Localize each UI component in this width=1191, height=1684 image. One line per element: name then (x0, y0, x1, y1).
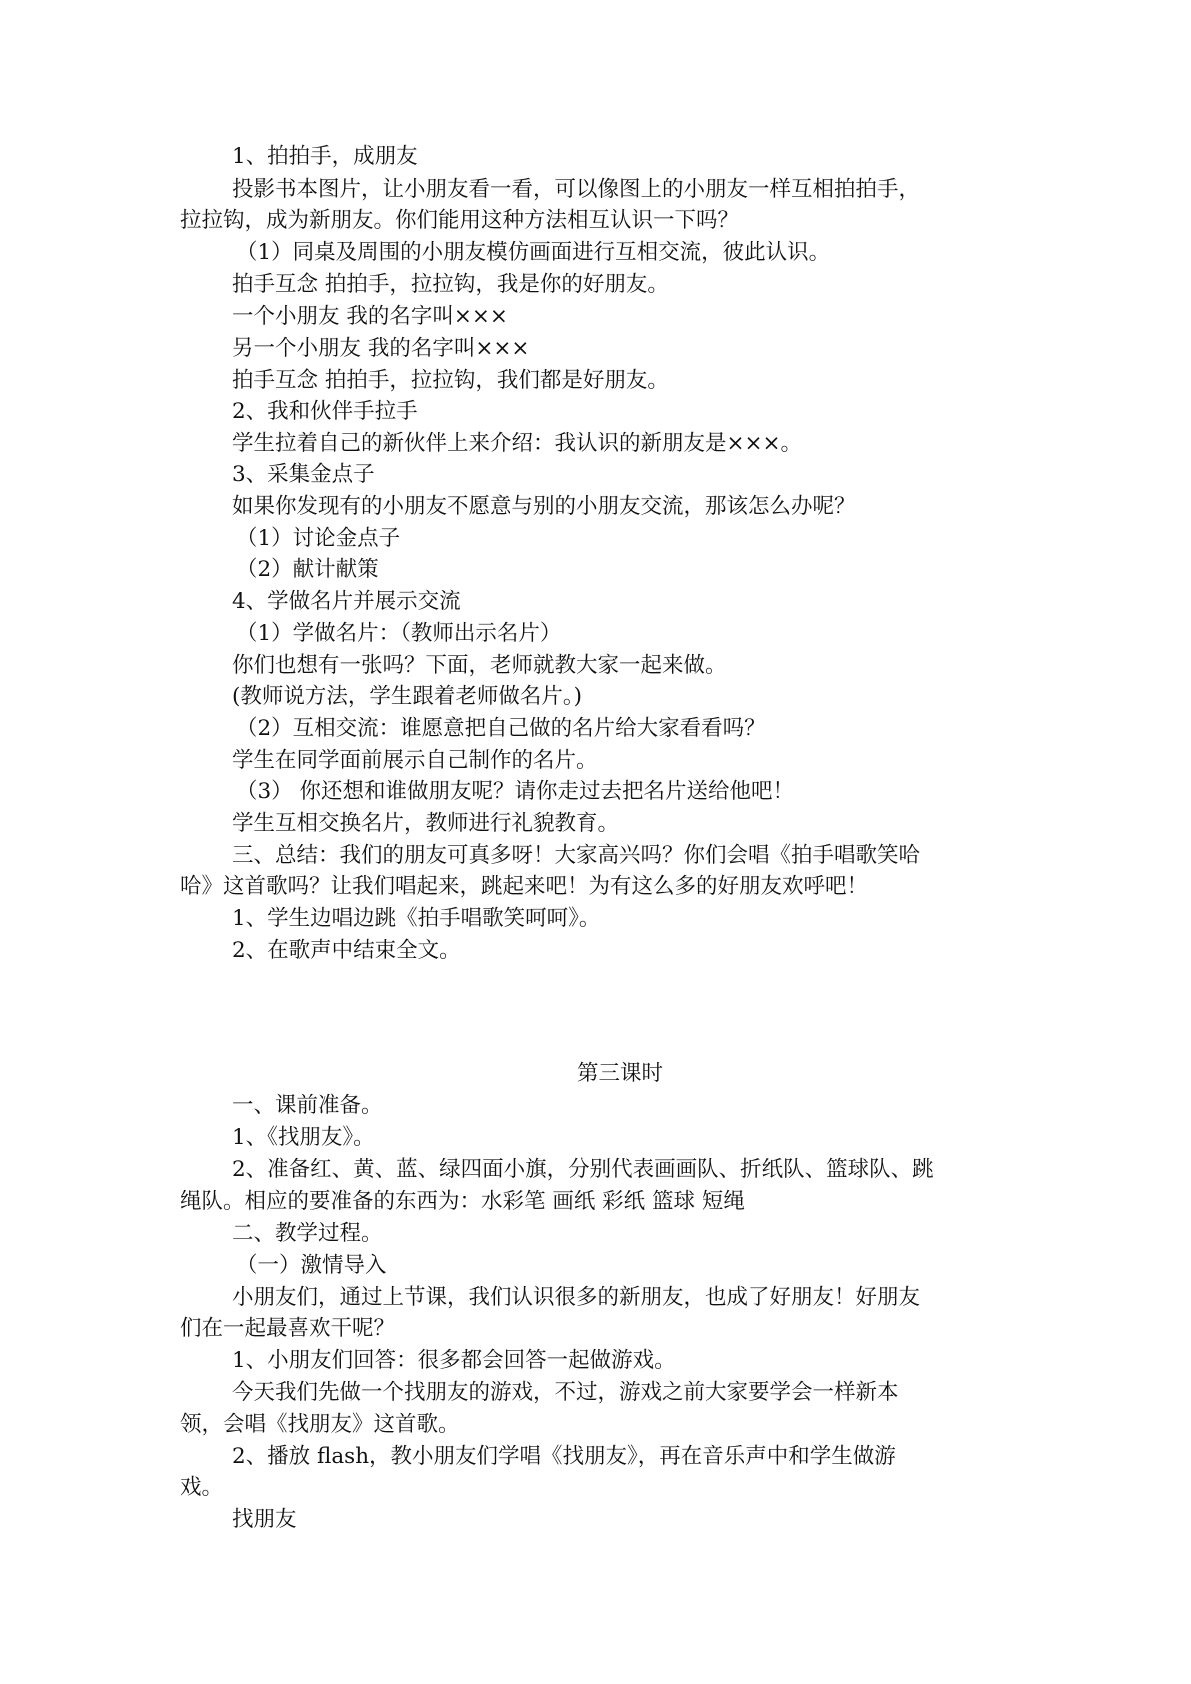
lesson3-prep1: 1、《找朋友》。 (232, 1125, 375, 1150)
lesson3-intro-heading: （一）激情导入 (236, 1253, 387, 1278)
summary-line2: 哈》这首歌吗？让我们唱起来，跳起来吧！为有这么多的好朋友欢呼吧！ (180, 874, 869, 899)
section4-item3: （3） 你还想和谁做朋友呢？请你走过去把名片送给他吧！ (236, 779, 795, 804)
section3-item1: （1）讨论金点子 (236, 526, 401, 551)
lesson3-game-line1: 今天我们先做一个找朋友的游戏，不过，游戏之前大家要学会一样新本 (232, 1380, 899, 1405)
lesson3-song-title: 找朋友 (232, 1507, 297, 1532)
section4-item2: （2）互相交流：谁愿意把自己做的名片给大家看看吗？ (236, 716, 766, 741)
lesson3-prep2-line1: 2、准备红、黄、蓝、绿四面小旗，分别代表画画队、折纸队、篮球队、跳 (232, 1157, 934, 1182)
section1-step1: （1）同桌及周围的小朋友模仿画面进行互相交流，彼此认识。 (236, 240, 831, 265)
lesson3-prep2-line2: 绳队。相应的要准备的东西为：水彩笔 画纸 彩纸 篮球 短绳 (180, 1189, 745, 1214)
section4-text1: 你们也想有一张吗？下面，老师就教大家一起来做。 (232, 653, 727, 678)
lesson3-intro-line1: 小朋友们，通过上节课，我们认识很多的新朋友，也成了好朋友！好朋友 (232, 1285, 921, 1310)
section3-heading: 3、采集金点子 (232, 462, 375, 487)
lesson3-game-line2: 领，会唱《找朋友》这首歌。 (180, 1412, 460, 1437)
section1-chant1: 拍手互念 拍拍手，拉拉钩，我是你的好朋友。 (232, 272, 669, 297)
section4-text3: 学生在同学面前展示自己制作的名片。 (232, 748, 598, 773)
lesson3-process-heading: 二、教学过程。 (232, 1221, 383, 1246)
lesson3-prep-heading: 一、课前准备。 (232, 1093, 383, 1118)
section1-kid1: 一个小朋友 我的名字叫××× (232, 304, 508, 329)
section4-heading: 4、学做名片并展示交流 (232, 589, 461, 614)
lesson3-flash-line1: 2、播放 flash，教小朋友们学唱《找朋友》，再在音乐声中和学生做游 (232, 1444, 896, 1469)
lesson3-flash-line2: 戏。 (180, 1475, 224, 1500)
lesson3-title: 第三课时 (576, 1061, 663, 1086)
section1-paragraph-line2: 拉拉钩，成为新朋友。你们能用这种方法相互认识一下吗？ (180, 208, 740, 233)
section1-chant2: 拍手互念 拍拍手，拉拉钩，我们都是好朋友。 (232, 368, 669, 393)
lesson3-intro-line2: 们在一起最喜欢干呢？ (180, 1316, 396, 1341)
section4-item1: （1）学做名片：（教师出示名片） (236, 621, 562, 646)
section1-kid2: 另一个小朋友 我的名字叫××× (232, 336, 530, 361)
summary-item2: 2、在歌声中结束全文。 (232, 938, 461, 963)
section2-heading: 2、我和伙伴手拉手 (232, 399, 418, 424)
lesson3-answer: 1、小朋友们回答：很多都会回答一起做游戏。 (232, 1348, 676, 1373)
section2-text: 学生拉着自己的新伙伴上来介绍：我认识的新朋友是×××。 (232, 431, 803, 456)
summary-line1: 三、总结：我们的朋友可真多呀！大家高兴吗？你们会唱《拍手唱歌笑哈 (232, 843, 921, 868)
section1-paragraph-line1: 投影书本图片，让小朋友看一看，可以像图上的小朋友一样互相拍拍手， (232, 177, 921, 202)
section4-text2: (教师说方法，学生跟着老师做名片。) (232, 684, 583, 709)
section3-item2: （2）献计献策 (236, 557, 379, 582)
section1-heading: 1、拍拍手，成朋友 (232, 144, 418, 169)
summary-item1: 1、学生边唱边跳《拍手唱歌笑呵呵》。 (232, 906, 601, 931)
section4-text4: 学生互相交换名片，教师进行礼貌教育。 (232, 811, 620, 836)
section3-question: 如果你发现有的小朋友不愿意与别的小朋友交流，那该怎么办呢？ (232, 494, 856, 519)
